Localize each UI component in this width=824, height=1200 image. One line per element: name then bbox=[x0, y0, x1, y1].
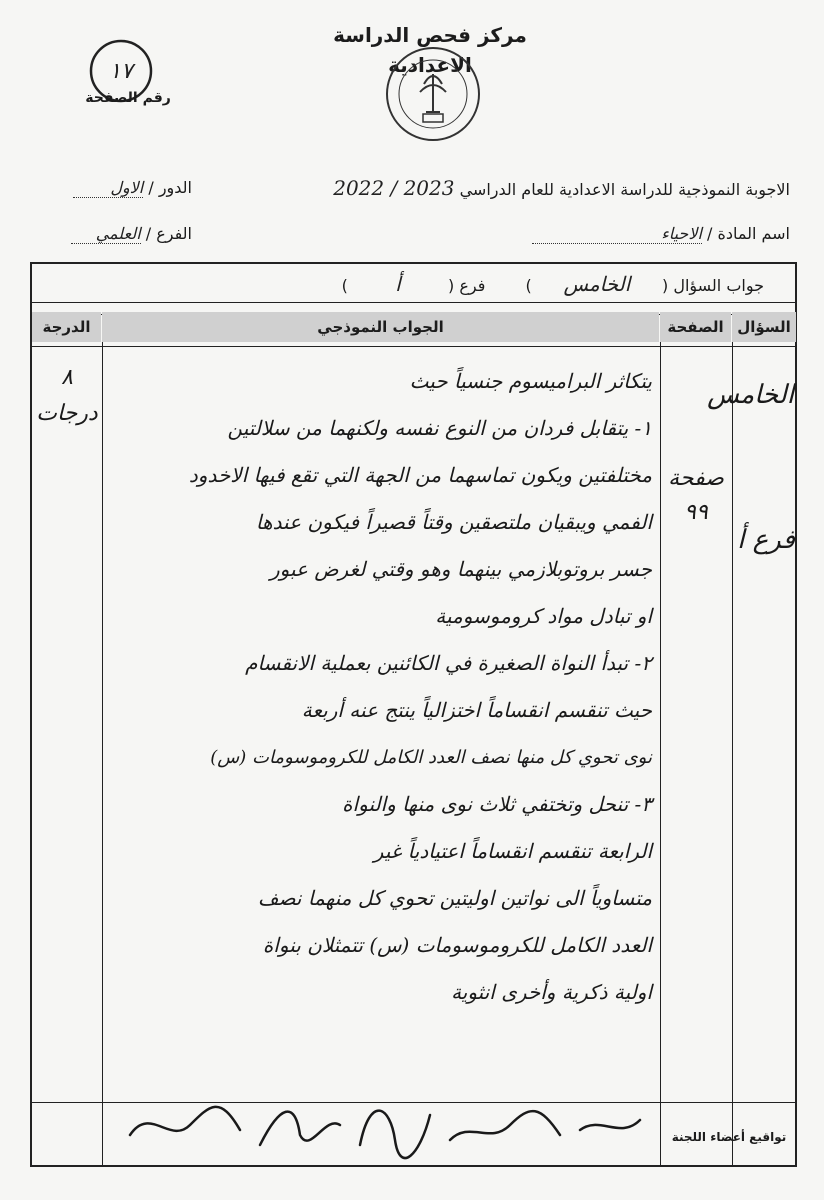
title-line bbox=[333, 176, 790, 200]
page-number-label: رقم الصفحة bbox=[85, 90, 171, 106]
col-header-answer: الجواب النموذجي bbox=[102, 312, 659, 342]
answer-question-value: الخامس bbox=[563, 272, 631, 296]
title-prefix: الاجوبة النموذجية للدراسة الاعدادية للعام الدراسي bbox=[459, 180, 790, 199]
ministry-seal-icon bbox=[384, 44, 482, 144]
answer-branch-label: فرع ( bbox=[448, 276, 486, 295]
answer-line: ١- يتقابل فردان من النوع نفسه ولكنهما من سلالتين bbox=[227, 416, 652, 440]
round-field bbox=[73, 178, 192, 198]
answer-question-close: ) bbox=[525, 276, 532, 295]
answer-branch-close: ) bbox=[341, 276, 348, 295]
academic-year: 2023 / 2022 bbox=[333, 176, 455, 200]
committee-signatures-label: تواقيع أعضاء اللجنة bbox=[671, 1130, 787, 1144]
branch-note: فرع أ bbox=[737, 525, 795, 555]
answer-line: العدد الكامل للكروموسومات (س) تتمثلان بنواة bbox=[262, 933, 652, 957]
subject-field bbox=[532, 224, 790, 244]
subject-value: الاحياء bbox=[532, 224, 702, 244]
answer-line: نوى تحوي كل منها نصف العدد الكامل للكروموسومات (س) bbox=[210, 747, 652, 768]
answer-line: جسر بروتوبلازمي بينهما وهو وقتي لغرض عبور bbox=[270, 557, 652, 581]
committee-signatures-icon bbox=[110, 1085, 658, 1163]
answer-line: متساوياً الى نواتين اوليتين تحوي كل منهما نصف bbox=[257, 886, 652, 910]
col-header-question: السؤال bbox=[732, 312, 796, 342]
answer-line: ٣- تنحل وتختفي ثلاث نوى منها والنواة bbox=[342, 792, 652, 816]
answer-line: ٢- تبدأ النواة الصغيرة في الكائنين بعملية الانقسام bbox=[245, 651, 652, 675]
answer-line: يتكاثر البراميسوم جنسياً حيث bbox=[409, 369, 652, 393]
col-header-grade: الدرجة bbox=[32, 312, 101, 342]
exam-center-title: مركز فحص الدراسة الاعدادية bbox=[333, 23, 527, 77]
col-header-page: الصفحة bbox=[660, 312, 731, 342]
answer-line: الفمي ويبقيان ملتصقين وقتاً قصيراً فيكون عندها bbox=[255, 510, 652, 534]
branch-field bbox=[71, 224, 192, 244]
page-reference-note: صفحة ٩٩ bbox=[668, 466, 724, 525]
question-number-note: الخامس bbox=[707, 380, 794, 410]
answer-line: الرابعة تنقسم انقساماً اعتيادياً غير bbox=[373, 839, 652, 863]
page-number: ١٧ bbox=[109, 59, 133, 84]
answer-line: حيث تنقسم انقساماً اختزالياً ينتج عنه أربعة bbox=[301, 698, 652, 722]
subject-label: اسم المادة / bbox=[706, 224, 790, 243]
answer-line: مختلفتين ويكون تماسهما من الجهة التي تقع فيها الاخدود bbox=[188, 463, 652, 487]
branch-value: العلمي bbox=[71, 224, 141, 244]
model-answer-body bbox=[112, 358, 652, 1016]
grade-note: ٨ درجات bbox=[36, 365, 98, 426]
answer-line: او تبادل مواد كروموسومية bbox=[435, 604, 652, 628]
round-value: الاول bbox=[73, 178, 143, 198]
answer-question-label: جواب السؤال ( bbox=[661, 276, 764, 295]
branch-label: الفرع / bbox=[145, 224, 192, 243]
answer-line: اولية ذكرية وأخرى انثوية bbox=[451, 980, 652, 1004]
answer-branch-value: أ bbox=[395, 272, 401, 296]
answer-question-line bbox=[342, 272, 764, 296]
round-label: الدور / bbox=[148, 178, 192, 197]
